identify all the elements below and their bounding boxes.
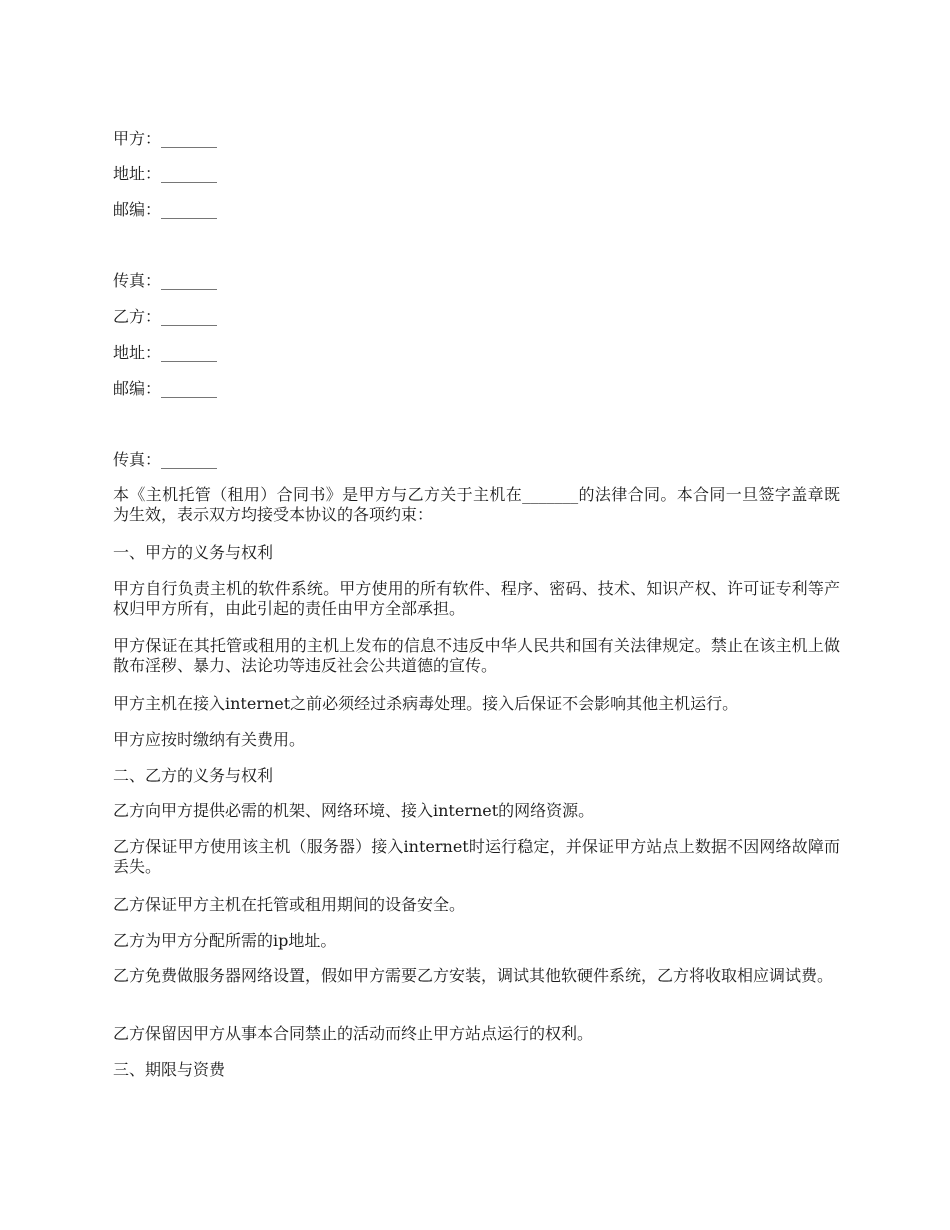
section-1-heading: 一、甲方的义务与权利 bbox=[113, 543, 274, 562]
party-a-postcode-field: 邮编：_______ bbox=[113, 200, 218, 219]
section-3-heading: 三、期限与资费 bbox=[113, 1060, 226, 1079]
party-b-address-field: 地址：_______ bbox=[113, 343, 218, 362]
party-a-address-field: 地址：_______ bbox=[113, 164, 218, 183]
party-a-software-paragraph: 甲方自行负责主机的软件系统。甲方使用的所有软件、程序、密码、技术、知识产权、许可证专利等产权归甲方所有，由此引起的责任由甲方全部承担。 bbox=[113, 579, 840, 618]
party-b-security-paragraph: 乙方保证甲方主机在托管或租用期间的设备安全。 bbox=[113, 895, 466, 914]
party-a-virus-paragraph: 甲方主机在接入internet之前必须经过杀病毒处理。接入后保证不会影响其他主机运行。 bbox=[113, 694, 739, 713]
party-b-postcode-field: 邮编：_______ bbox=[113, 379, 218, 398]
party-a-fax-field: 传真：_______ bbox=[113, 271, 218, 290]
party-a-fees-paragraph: 甲方应按时缴纳有关费用。 bbox=[113, 730, 306, 749]
party-a-content-paragraph: 甲方保证在其托管或租用的主机上发布的信息不违反中华人民共和国有关法律规定。禁止在该主机上做散布淫秽、暴力、法论功等违反社会公共道德的宣传。 bbox=[113, 636, 840, 675]
party-b-stability-paragraph: 乙方保证甲方使用该主机（服务器）接入internet时运行稳定，并保证甲方站点上数据不因网络故障而丢失。 bbox=[113, 837, 840, 876]
contract-intro-paragraph: 本《主机托管（租用）合同书》是甲方与乙方关于主机在_______的法律合同。本合同一旦签字盖章既为生效，表示双方均接受本协议的各项约束： bbox=[113, 485, 840, 524]
party-b-ip-paragraph: 乙方为甲方分配所需的ip地址。 bbox=[113, 931, 337, 950]
party-b-field: 乙方：_______ bbox=[113, 307, 218, 326]
party-b-resources-paragraph: 乙方向甲方提供必需的机架、网络环境、接入internet的网络资源。 bbox=[113, 801, 595, 820]
party-a-field: 甲方：_______ bbox=[113, 129, 218, 148]
section-2-heading: 二、乙方的义务与权利 bbox=[113, 766, 274, 785]
party-b-setup-paragraph: 乙方免费做服务器网络设置，假如甲方需要乙方安装，调试其他软硬件系统，乙方将收取相应调试费。 bbox=[113, 966, 834, 985]
party-b-termination-paragraph: 乙方保留因甲方从事本合同禁止的活动而终止甲方站点运行的权利。 bbox=[113, 1024, 594, 1043]
party-b-fax-field: 传真：_______ bbox=[113, 450, 218, 469]
